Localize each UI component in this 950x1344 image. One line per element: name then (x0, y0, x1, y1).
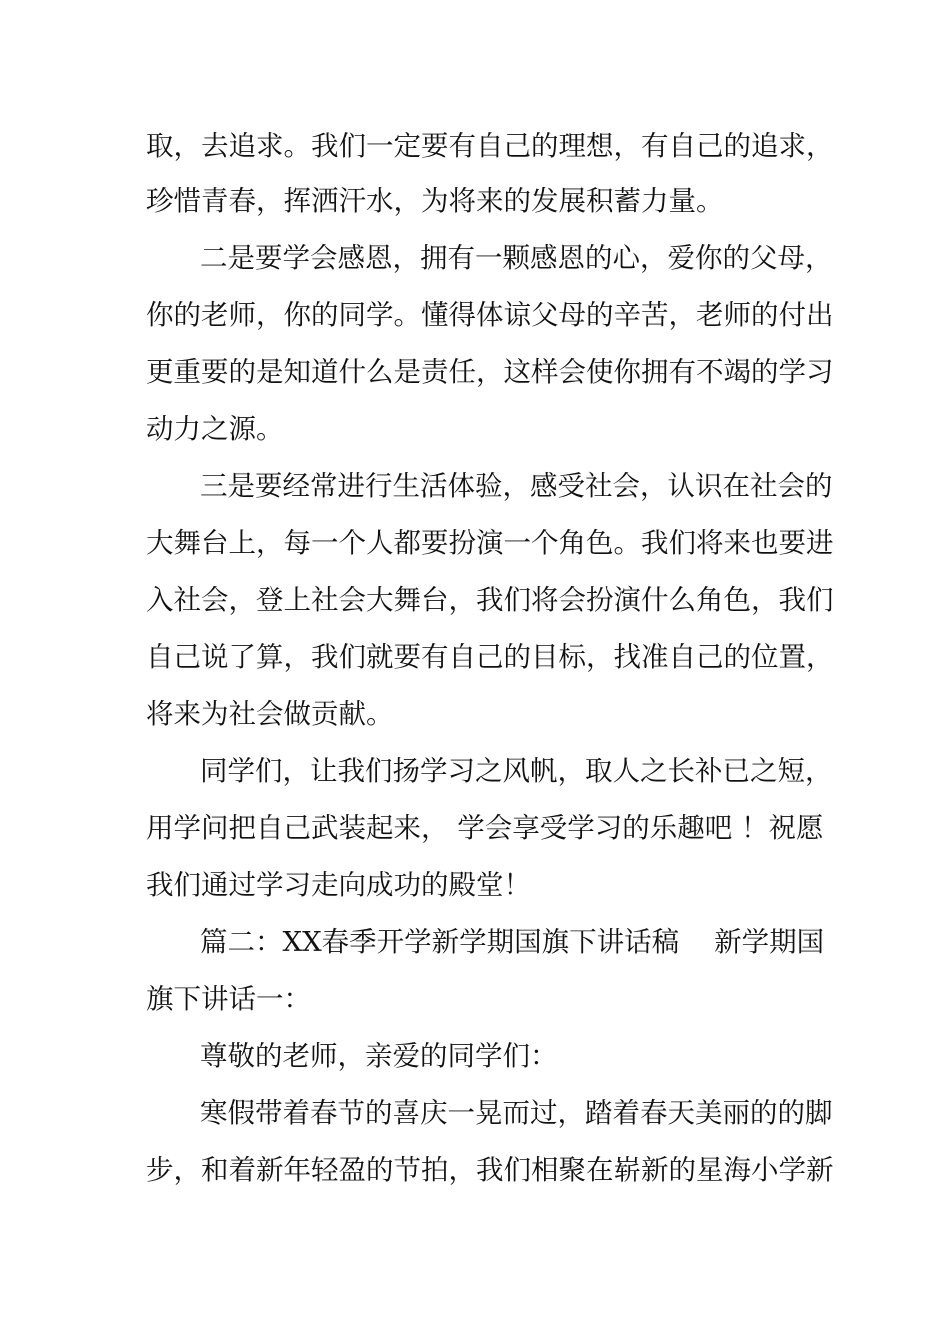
text-line: 取，去追求。我们一定要有自己的理想，有自己的追求， (146, 130, 834, 162)
paragraph-start: 二是要学会感恩，拥有一颗感恩的心，爱你的父母， (200, 242, 833, 274)
text-line: 自己说了算，我们就要有自己的目标，找准自己的位置， (146, 641, 834, 673)
salutation: 尊敬的老师，亲爱的同学们： (200, 1040, 558, 1072)
text-line: 动力之源。 (146, 413, 284, 445)
text-line: 我们通过学习走向成功的殿堂！ (146, 869, 531, 901)
text-line: 更重要的是知道什么是责任，这样会使你拥有不竭的学习 (146, 356, 834, 388)
text-line: 旗下讲话一： (146, 983, 311, 1015)
text-line: 大舞台上，每一个人都要扮演一个角色。我们将来也要进 (146, 527, 834, 559)
text-line: 珍惜青春，挥洒汗水，为将来的发展积蓄力量。 (146, 185, 724, 217)
paragraph-start: 三是要经常进行生活体验，感受社会，认识在社会的 (200, 470, 833, 502)
text-line: 你的老师，你的同学。懂得体谅父母的辛苦，老师的付出 (146, 299, 834, 331)
text-line: 将来为社会做贡献。 (146, 698, 394, 730)
section-heading: 篇二：XX春季开学新学期国旗下讲话稿 新学期国 (200, 926, 825, 958)
paragraph-start: 同学们，让我们扬学习之风帆，取人之长补已之短， (200, 755, 833, 787)
text-line: 步，和着新年轻盈的节拍，我们相聚在崭新的星海小学新 (146, 1154, 834, 1186)
paragraph-start: 寒假带着春节的喜庆一晃而过，踏着春天美丽的的脚 (200, 1097, 833, 1129)
text-line: 入社会，登上社会大舞台，我们将会扮演什么角色，我们 (146, 584, 834, 616)
text-line: 用学问把自己武装起来， 学会享受学习的乐趣吧 ！祝愿 (146, 812, 824, 844)
